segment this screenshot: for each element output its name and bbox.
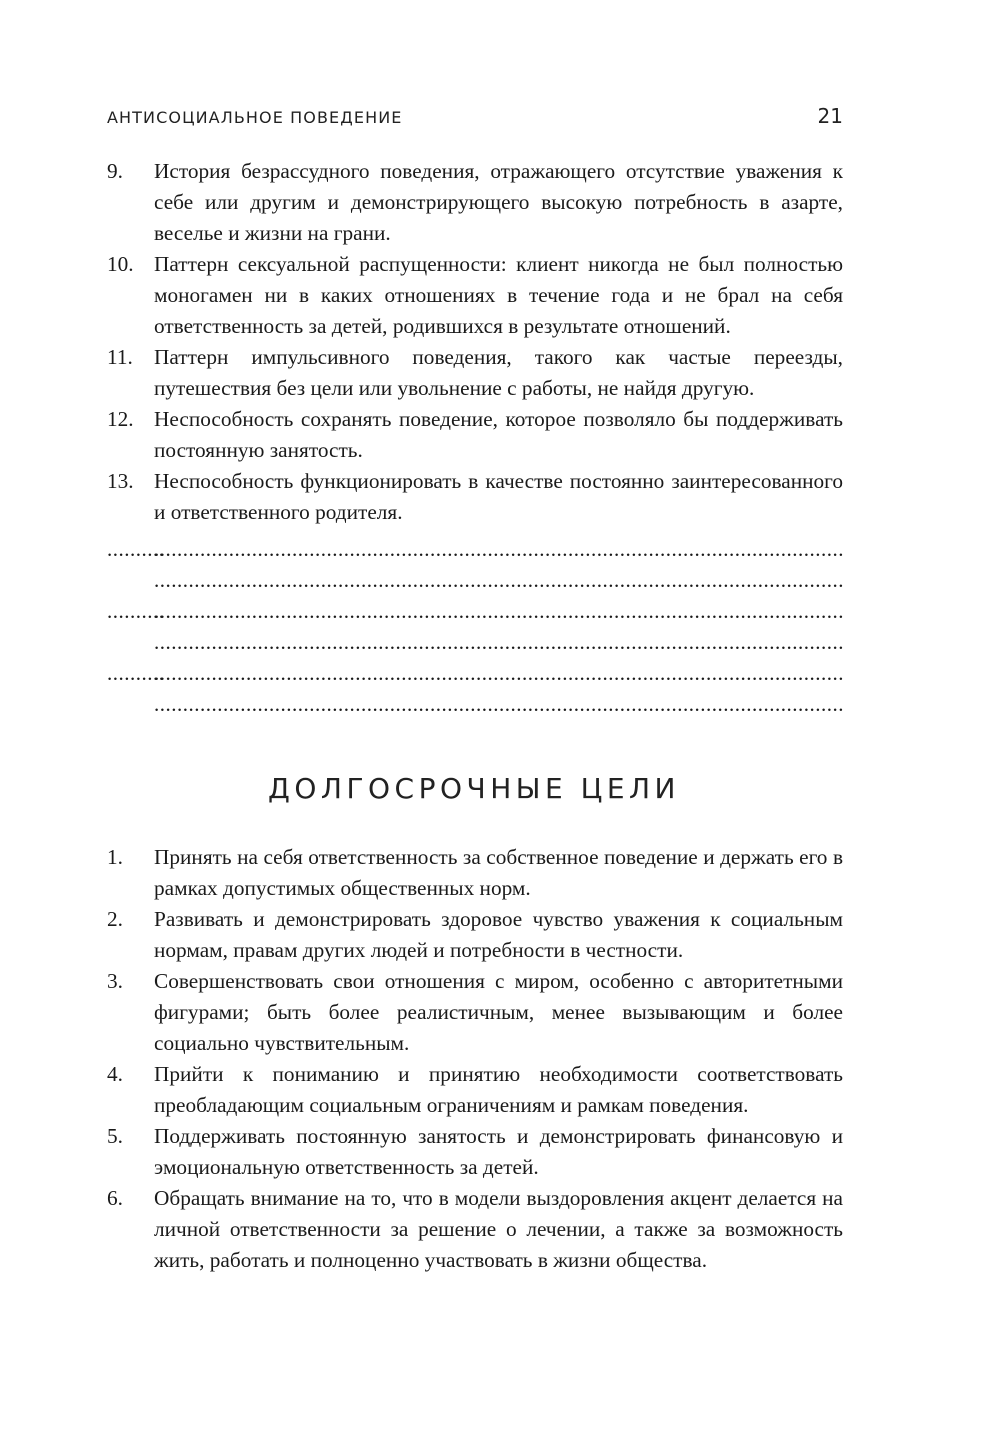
blank-entry-row <box>107 689 843 720</box>
blank-fill-line: ........................................................................................................................ <box>154 692 844 716</box>
goal-item-1 <box>107 842 843 904</box>
blank-entry-row <box>107 596 843 627</box>
blank-entry-row <box>107 658 843 689</box>
blank-number-marker: .......... <box>107 599 165 623</box>
item-text: Паттерн сексуальной распущенности: клиент никогда не был полностью моногамен ни в каких отношениях в течение года и не брал на себя ответственность за детей, родившихся в результате отношений. <box>154 252 843 338</box>
criteria-item-11 <box>107 342 843 404</box>
goal-item-5 <box>107 1121 843 1183</box>
blank-number-marker: .......... <box>107 661 165 685</box>
item-number: 1. <box>107 845 123 869</box>
section-heading-long-term-goals: ДОЛГОСРОЧНЫЕ ЦЕЛИ <box>267 772 681 805</box>
criteria-item-9 <box>107 156 843 249</box>
blank-entries <box>107 534 843 720</box>
item-text: Неспособность функционировать в качестве постоянно заинтересованного и ответственного родителя. <box>154 469 843 524</box>
criteria-item-10 <box>107 249 843 342</box>
blank-fill-line: ........................................................................................................................ <box>154 630 844 654</box>
item-number: 9. <box>107 159 123 183</box>
goals-list <box>107 842 843 1276</box>
item-text: Поддерживать постоянную занятость и демонстрировать финансовую и эмоциональную ответственность за детей. <box>154 1124 843 1179</box>
item-text: Принять на себя ответственность за собственное поведение и держать его в рамках допустимых общественных норм. <box>154 845 843 900</box>
item-text: Совершенствовать свои отношения с миром, особенно с авторитетными фигурами; быть более реалистичным, менее вызывающим и более социально чувствительным. <box>154 969 843 1055</box>
criteria-list <box>107 156 843 528</box>
goal-item-3 <box>107 966 843 1059</box>
item-number: 11. <box>107 345 133 369</box>
item-number: 5. <box>107 1124 123 1148</box>
criteria-item-12 <box>107 404 843 466</box>
item-text: Паттерн импульсивного поведения, такого как частые переезды, путешествия без цели или увольнение с работы, не найдя другую. <box>154 345 843 400</box>
item-number: 13. <box>107 469 134 493</box>
running-head <box>107 104 843 132</box>
item-number: 6. <box>107 1186 123 1210</box>
item-text: Прийти к пониманию и принятию необходимости соответствовать преобладающим социальным ограничениям и рамкам поведения. <box>154 1062 843 1117</box>
item-text: Развивать и демонстрировать здоровое чувство уважения к социальным нормам, правам других людей и потребности в честности. <box>154 907 843 962</box>
item-number: 3. <box>107 969 123 993</box>
blank-fill-line: ........................................................................................................................ <box>154 568 844 592</box>
goal-item-6 <box>107 1183 843 1276</box>
item-text: Обращать внимание на то, что в модели выздоровления акцент делается на личной ответственности за решение о лечении, а также за возможность жить, работать и полноценно участвовать в жизни общества. <box>154 1186 843 1272</box>
blank-fill-line: ........................................................................................................................ <box>154 537 844 561</box>
item-number: 2. <box>107 907 123 931</box>
item-text: История безрассудного поведения, отражающего отсутствие уважения к себе или другим и демонстрирующего высокую потребность в азарте, веселье и жизни на грани. <box>154 159 843 245</box>
blank-fill-line: ........................................................................................................................ <box>154 599 844 623</box>
goal-item-2 <box>107 904 843 966</box>
item-number: 4. <box>107 1062 123 1086</box>
blank-entry-row <box>107 534 843 565</box>
running-title: АНТИСОЦИАЛЬНОЕ ПОВЕДЕНИЕ <box>107 108 403 127</box>
blank-entry-row <box>107 627 843 658</box>
page-number: 21 <box>817 104 843 128</box>
item-text: Неспособность сохранять поведение, которое позволяло бы поддерживать постоянную занятость. <box>154 407 843 462</box>
item-number: 10. <box>107 252 134 276</box>
goal-item-4 <box>107 1059 843 1121</box>
criteria-item-13 <box>107 466 843 528</box>
blank-entry-row <box>107 565 843 596</box>
blank-fill-line: ........................................................................................................................ <box>154 661 844 685</box>
blank-number-marker: .......... <box>107 537 165 561</box>
item-number: 12. <box>107 407 134 431</box>
